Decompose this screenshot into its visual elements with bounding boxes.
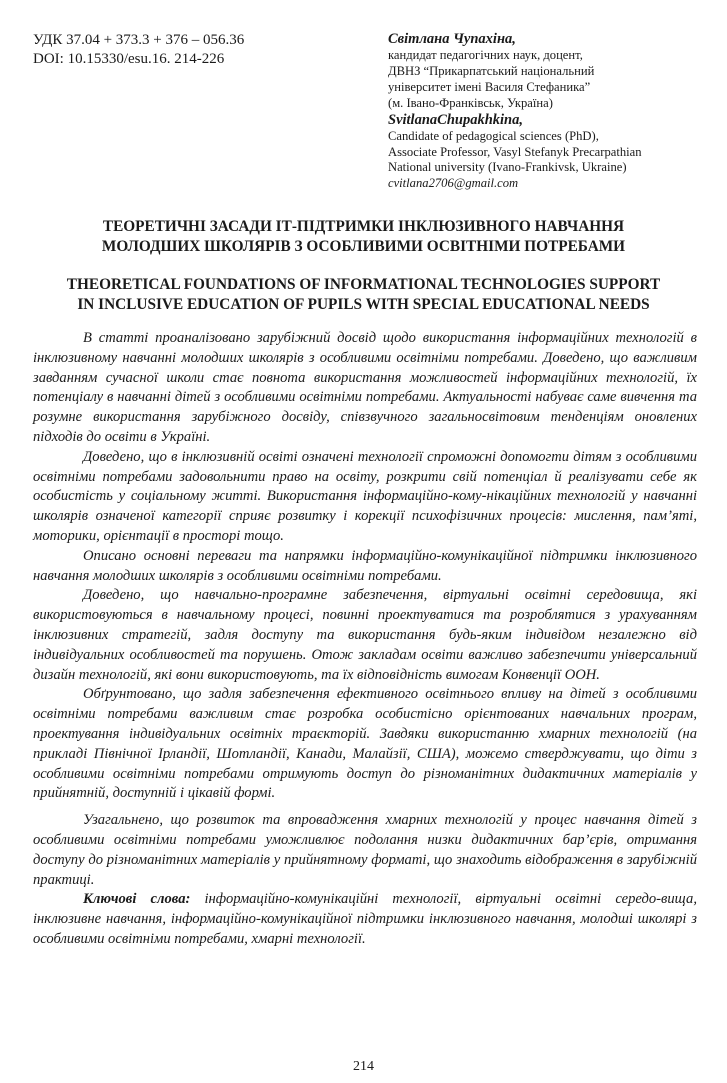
article-title-en [30, 275, 697, 315]
author-affiliation-en-line: Candidate of pedagogical sciences (PhD), [388, 128, 599, 143]
abstract-paragraph: В статті проаналізовано зарубіжний досвід щодо використання інформаційних технологій в інклюзивному навчанні молодших школярів з особливими освітніми потребами. Доведено, що важливим завданням сучасної школи стає повнота використання можливостей інформаційних технологій, їх потенціалу в навчанні дітей з особливими освітніми потребами. Актуальності набуває саме вивчення та розумне використання зарубіжного досвіду, співзвучного загальносвітовим тенденціям оновлених підходів до освіти в Україні. [33, 330, 697, 445]
author-name-en: SvitlanaChupakhkina, [388, 111, 523, 128]
author-affiliation-ua-line: кандидат педагогічних наук, доцент, [388, 48, 583, 62]
author-email: cvitlana2706@gmail.com [388, 176, 519, 191]
article-title-ua [30, 217, 697, 257]
author-name-ua: Світлана Чупахіна, [388, 31, 516, 47]
author-affiliation-ua-line: ДВНЗ “Прикарпатський національний [388, 63, 595, 78]
title-en-line: THEORETICAL FOUNDATIONS OF INFORMATIONAL TECHNOLOGIES SUPPORT [66, 276, 661, 293]
abstract-paragraph: Доведено, що навчально-програмне забезпечення, віртуальні освітні середовища, які використовуються в навчальному процесі, повинні проектуватися та розроблятися з урахуванням інклюзивних стратегій, задля доступу та використання будь-яким індивідом незалежно від індивідуальних особливостей та порушень. Отож закладам освіти важливо забезпечити універсальний дизайн технологій, які вони використовують, та їх відповідність вимогам Конвенції ООН. [33, 587, 697, 683]
abstract [33, 329, 697, 950]
keywords-text: інформаційно-комунікаційні технології, віртуальні освітні середо-вища, інклюзивне навчання, інформаційно-комунікаційної підтримки інклюзивного навчання, молодші школярі з особливими освітніми потребами, хмарні технології. [33, 891, 697, 947]
article-identifiers [33, 31, 244, 69]
author-affiliation-ua-line: (м. Івано-Франківськ, Україна) [388, 95, 553, 110]
abstract-paragraph: Обґрунтовано, що задля забезпечення ефективного освітнього впливу на дітей з особливими освітніми потребами важливим стає розробка особистісно орієнтованих навчальних програм, проектування індивідуальних освітніх траєкторій. Завдяки використанню хмарних технологій (на прикладі Північної Ірландії, Шотландії, Канади, Малайзії, США), можемо стверджувати, що діти з особливими освітніми потребами отримують доступ до різноманітних дидактичних матеріалів у прийнятній, доступній і цікавій формі. [33, 686, 697, 802]
author-affiliation-ua-line: університет імені Василя Стефаника” [388, 79, 591, 94]
keywords-paragraph [33, 890, 697, 949]
udk-code: УДК 37.04 + 373.3 + 376 – 056.36 [33, 32, 245, 48]
title-en-line: IN INCLUSIVE EDUCATION OF PUPILS WITH SPECIAL EDUCATIONAL NEEDS [77, 296, 650, 313]
author-info [388, 31, 708, 192]
author-affiliation-en-line: National university (Ivano-Frankivsk, Ukraine) [388, 160, 627, 175]
title-ua-line: МОЛОДШИХ ШКОЛЯРІВ З ОСОБЛИВИМИ ОСВІТНІМИ ПОТРЕБАМИ [101, 238, 626, 255]
page-number: 214 [353, 1059, 374, 1074]
author-affiliation-en-line: Associate Professor, Vasyl Stefanyk Precarpathian [388, 144, 642, 159]
abstract-paragraph: Узагальнено, що розвиток та впровадження хмарних технологій у процес навчання дітей з особливими освітніми потребами уможливлює подолання низки дидактичних бар’єрів, отримання доступу до різноманітних матеріалів у прийнятному форматі, що знаходить відображення в зарубіжній практиці. [33, 812, 697, 888]
abstract-paragraph: Доведено, що в інклюзивній освіті означені технології спроможні допомогти дітям з особливими освітніми потребами задовольнити право на освіту, розкрити свій потенціал й реалізувати себе як особистість у соціальному житті. Використання інформаційно-кому-нікаційних технологій у навчанні школярів означеної категорії сприяє розвитку і корекції психофізичних процесів: мислення, пам’яті, моторики, орієнтації в просторі тощо. [33, 448, 697, 544]
abstract-paragraph: Описано основні переваги та напрямки інформаційно-комунікаційної підтримки інклюзивного навчання молодших школярів з особливими освітніми потребами. [33, 547, 697, 584]
keywords-label: Ключові слова: [83, 891, 191, 908]
doi: DOI: 10.15330/esu.16. 214-226 [33, 51, 225, 67]
title-ua-line: ТЕОРЕТИЧНІ ЗАСАДИ ІТ-ПІДТРИМКИ ІНКЛЮЗИВНОГО НАВЧАННЯ [102, 218, 625, 235]
